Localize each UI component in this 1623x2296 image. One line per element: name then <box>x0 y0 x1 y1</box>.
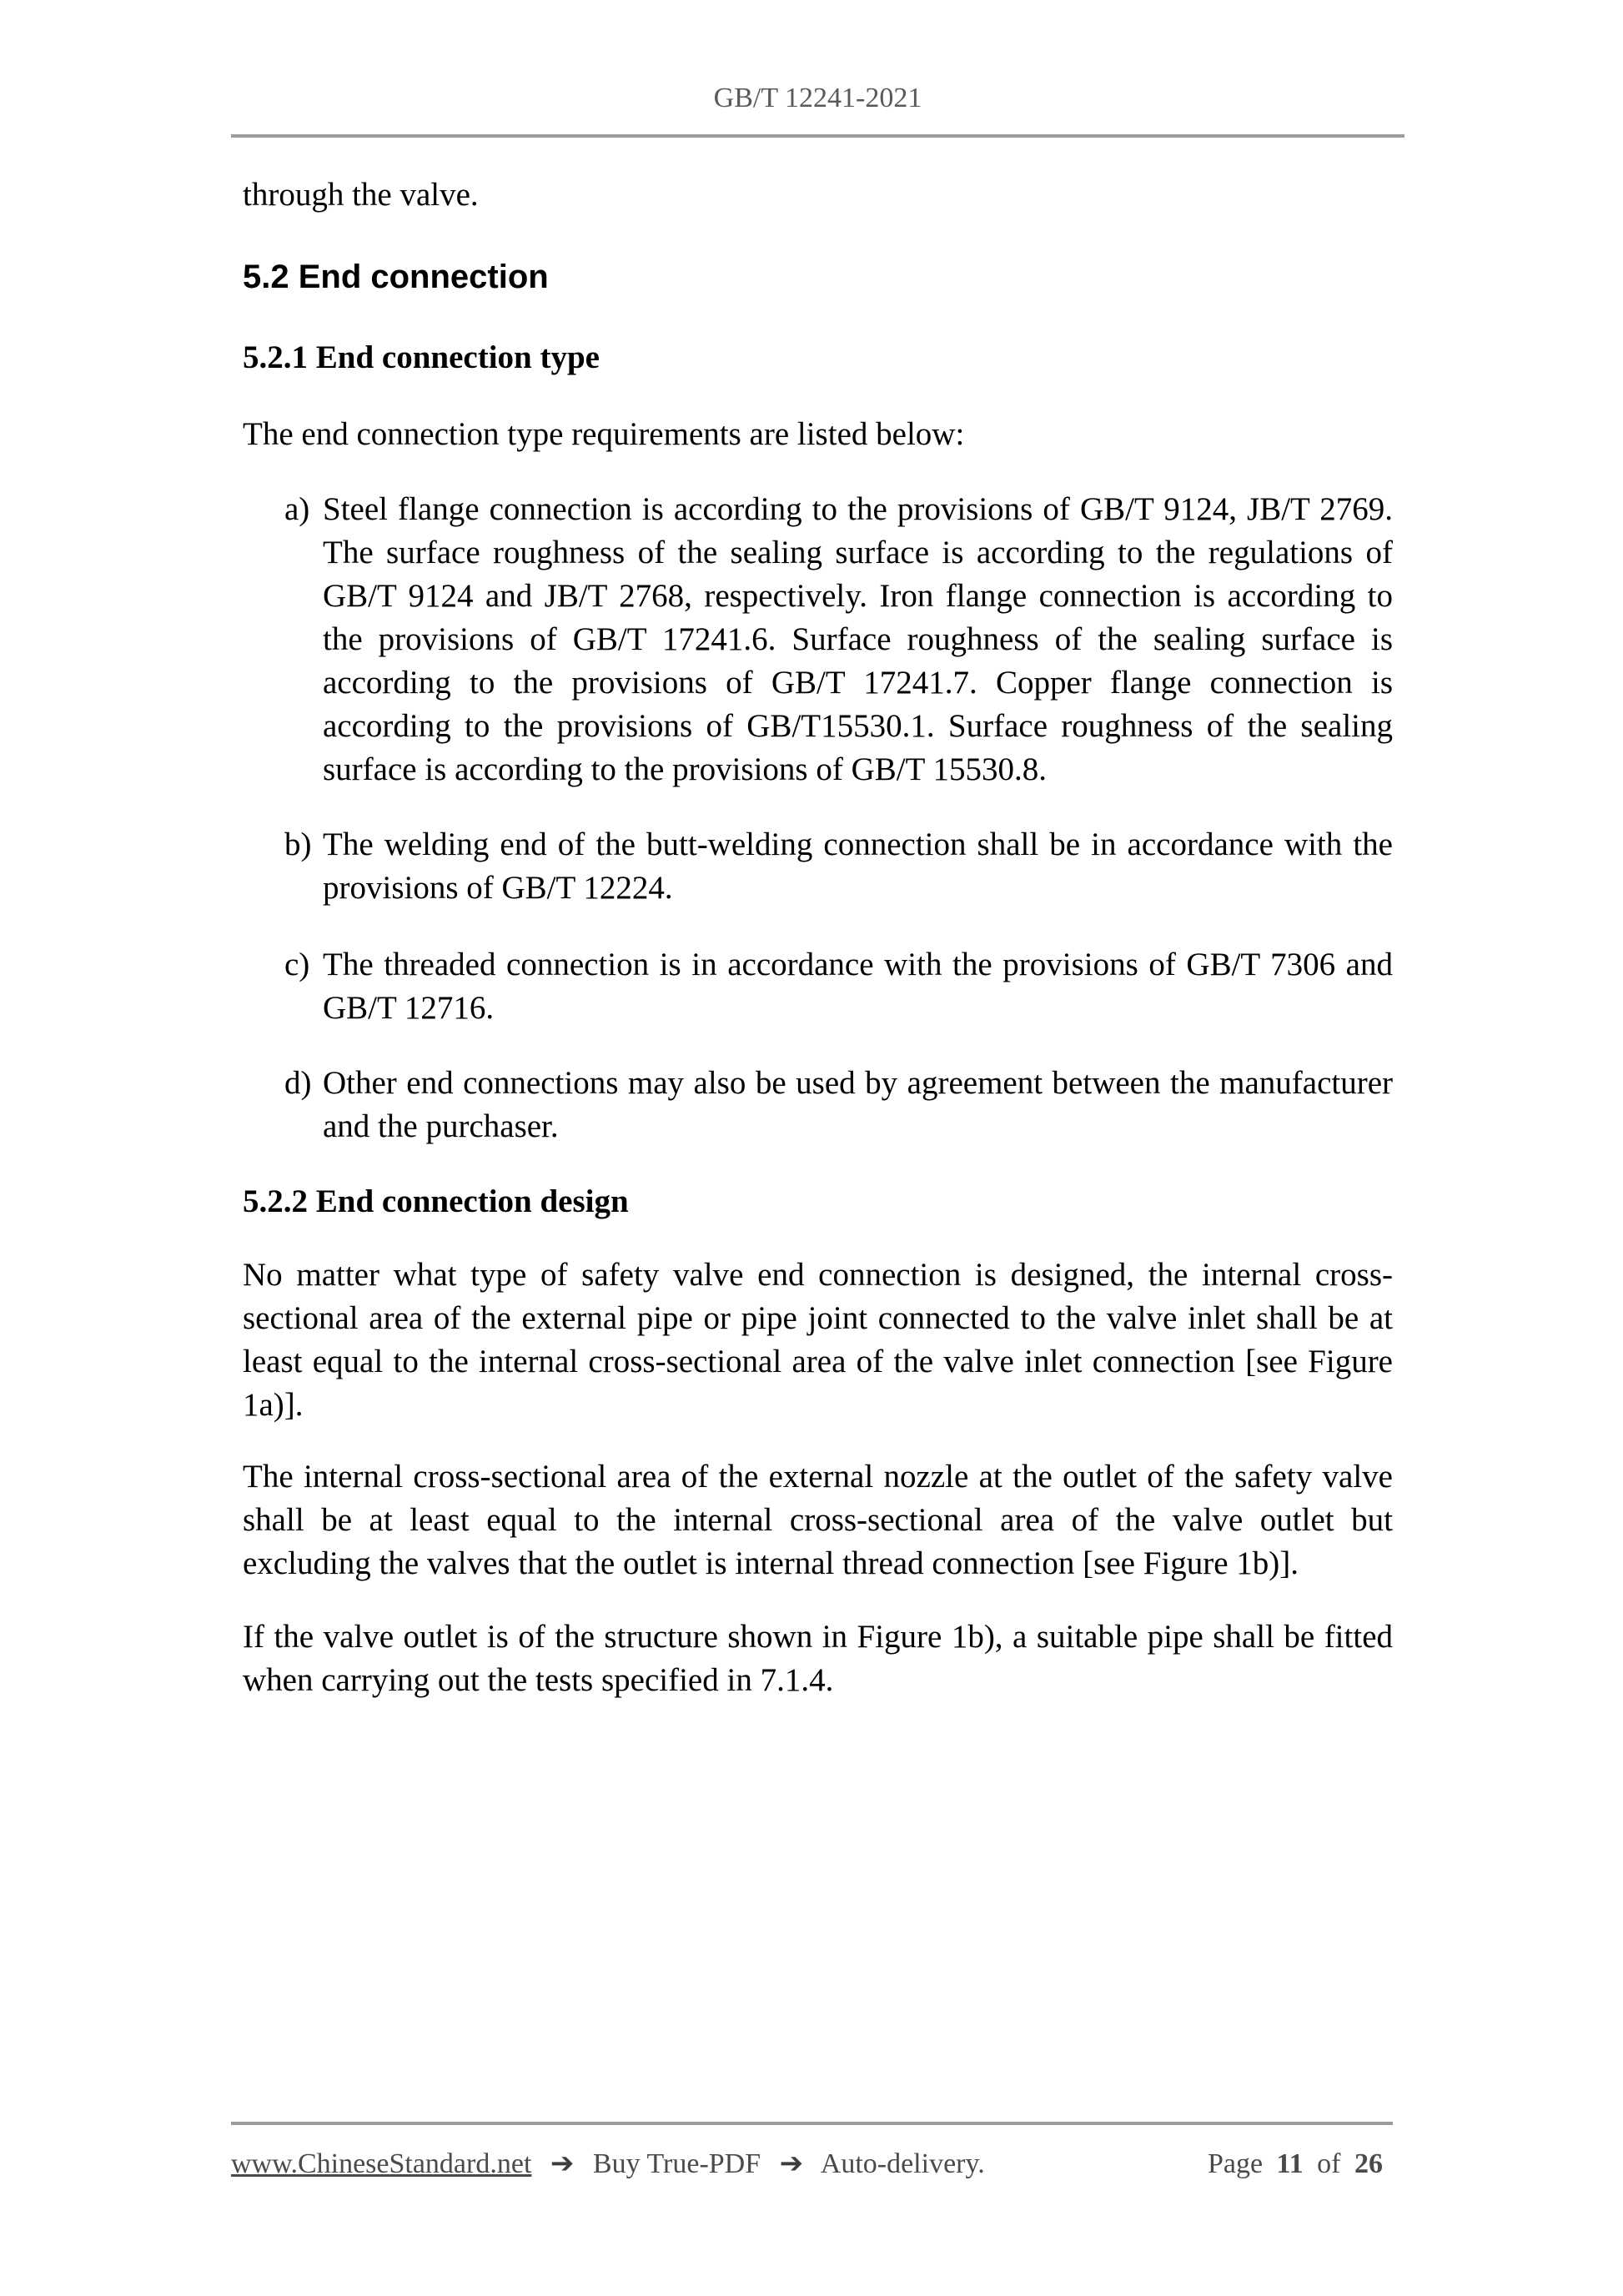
design-paragraph-3: If the valve outlet is of the structure shown in Figure 1b), a suitable pipe shall be fitted when carrying out the tests specified in 7.1.4. <box>243 1619 1393 1698</box>
section-heading-5-2-2: 5.2.2 End connection design <box>243 1183 629 1219</box>
list-item-a-text: Steel flange connection is according to the provisions of GB/T 9124, JB/T 2769. The surface roughness of the sealing surface is according to the regulations of GB/T 9124 and JB/T 2768, respectively. Iron flange connection is according to the provisions of GB/T 17241.6. Surface roughness of the sealing surface is according to the provisions of GB/T 17241.7. Copper flange connection is according to the provisions of GB/T15530.1. Surface roughness of the sealing surface is according to the provisions of GB/T 15530.8. <box>323 491 1393 787</box>
page-footer <box>231 2122 1393 2182</box>
total-page-count: 26 <box>1354 2148 1383 2179</box>
footer-buy-text: Buy True-PDF <box>592 2148 761 2179</box>
section-heading-5-2-1: 5.2.1 End connection type <box>243 339 600 375</box>
footer-divider <box>231 2122 1393 2125</box>
list-item-a-label: a) <box>284 491 310 527</box>
list-item-c-label: c) <box>284 947 310 982</box>
intro-paragraph: The end connection type requirements are listed below: <box>243 416 965 452</box>
page-content <box>243 0 1393 1702</box>
list-item-b-text: The welding end of the butt-welding connection shall be in accordance with the provisions of GB/T 12224. <box>323 826 1393 906</box>
list-item-a <box>243 488 1393 791</box>
list-item-d-text: Other end connections may also be used by agreement between the manufacturer and the purchaser. <box>323 1065 1393 1144</box>
page-indicator <box>1208 2147 1393 2182</box>
footer-website-link[interactable]: www.ChineseStandard.net <box>231 2148 532 2179</box>
paragraph-continuation: through the valve. <box>243 177 479 213</box>
arrow-right-icon: ➔ <box>779 2148 804 2179</box>
page-label: Page <box>1207 2148 1264 2179</box>
header-divider <box>231 134 1404 138</box>
list-item-d-label: d) <box>284 1065 312 1101</box>
of-label: of <box>1317 2148 1341 2179</box>
current-page-number: 11 <box>1276 2148 1304 2179</box>
list-item-c-text: The threaded connection is in accordance with the provisions of GB/T 7306 and GB/T 12716. <box>323 947 1393 1026</box>
section-heading-5-2: 5.2 End connection <box>243 259 549 295</box>
document-number: GB/T 12241-2021 <box>713 83 922 113</box>
list-item-b <box>243 823 1393 910</box>
list-item-c <box>243 943 1393 1030</box>
footer-row <box>231 2147 1393 2182</box>
list-item-b-label: b) <box>284 826 312 862</box>
footer-delivery-text: Auto-delivery. <box>820 2148 985 2179</box>
footer-source-line <box>231 2147 985 2182</box>
design-paragraph-1: No matter what type of safety valve end connection is designed, the internal cross-sectional area of the external pipe or pipe joint connected to the valve inlet shall be at least equal to the internal cross-sectional area of the valve inlet connection [see Figure 1a)]. <box>243 1257 1393 1423</box>
list-item-d <box>243 1062 1393 1148</box>
design-paragraph-2: The internal cross-sectional area of the external nozzle at the outlet of the safety valve shall be at least equal to the internal cross-sectional area of the valve outlet but excluding the valves that the outlet is internal thread connection [see Figure 1b)]. <box>243 1459 1393 1581</box>
arrow-right-icon: ➔ <box>550 2148 575 2179</box>
